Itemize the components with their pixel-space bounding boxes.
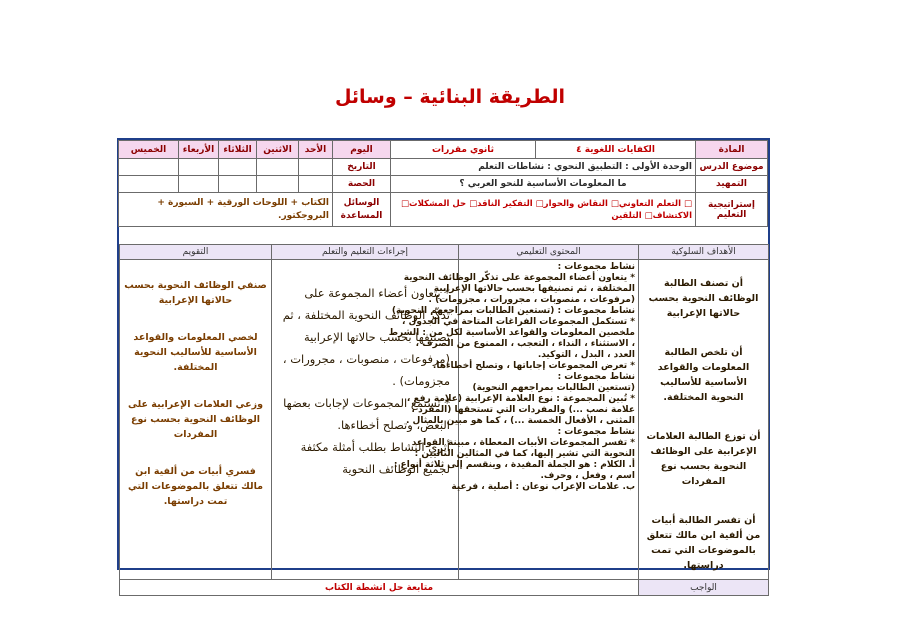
content-line: ملخصين المعلومات والقواعد الأساسية لكل من : الشرط [388,328,635,338]
grade-value: ثانوي مقررات [391,141,536,159]
homework-label: الواجب [639,580,769,596]
content-line: المختلفة ، ثم تصنيفها بحسب حالاتها الإعرابية [433,284,635,294]
content-header: المحتوى التعليمي [459,245,639,260]
aids-label: الوسائل المساعدة [333,193,391,227]
intro-value: ما المعلومات الأساسية للنحو العربي ؟ [391,176,696,193]
date-cell-2 [257,159,299,176]
day-label: اليوم [333,141,391,159]
content-line: * تعرض المجموعات إجاباتها ، وتصلح أخطاءها. [432,361,635,371]
evaluation-item: فسري أبيات من ألفية ابن مالك تتعلق بالموضوعات التي تمت دراستها. [127,466,264,507]
period-cell-2 [257,176,299,193]
intro-label: التمهيد [696,176,768,193]
lesson-plan-sheet [117,138,770,593]
procedures-header: إجراءات التعليم والتعلم [272,245,459,260]
content-line: أ. الكلام : هو الجملة المفيدة ، وينقسم إلى ثلاثة أنواع : [393,460,635,470]
aids-value: الكتاب + اللوحات الورقية + السبورة + البروجكتور. [119,193,333,227]
content-line: نشاط مجموعات : [557,427,635,437]
lesson-body-table [119,244,769,596]
content-line: نشاط مجموعات : [557,262,635,272]
goals-header: الأهداف السلوكية [639,245,769,260]
content-cell [388,260,639,580]
day-wednesday: الأربعاء [179,141,219,159]
evaluation-item: وزعي العلامات الإعرابية على الوظائف النحوية بحسب نوع المفردات [128,399,263,440]
period-cell-3 [219,176,257,193]
content-line: * يتعاون أعضاء المجموعة على تذكّر الوظائف النحوية [403,273,635,283]
goals-cell [639,260,769,580]
date-cell-5 [119,159,179,176]
period-cell-4 [179,176,219,193]
goal-item: أن تفسر الطالبة أبيات من ألفية ابن مالك تتعلق بالموضوعات التي تمت دراستها. [646,515,761,571]
lesson-topic-label: موضوع الدرس [696,159,768,176]
goal-item: أن تصنف الطالبة الوظائف النحوية بحسب حالاتها الإعرابية [648,278,759,319]
period-cell-1 [299,176,333,193]
procedures-cell [272,260,459,580]
date-cell-3 [219,159,257,176]
content-line: اسم ، وفعل ، وحرف. [540,471,635,481]
day-thursday: الخميس [119,141,179,159]
period-label: الحصة [333,176,391,193]
content-line: العدد ، البدل ، التوكيد. [537,350,635,360]
content-line: المثنى ، الأفعال الخمسة ...) ، كما هو مبين بالمثال . [405,416,635,426]
content-line: علامة نصب ...) والمفردات التي تستحقها (المفرد ، [411,405,635,415]
content-line: نشاط مجموعات : (تستعين الطالبات بمراجعهم النحوية) [391,306,635,316]
content-line: ب. علامات الإعراب نوعان : أصلية ، فرعية [451,482,635,492]
homework-value: متابعة حل انشطة الكتاب [120,580,639,596]
day-sunday: الأحد [299,141,333,159]
date-label: التاريخ [333,159,391,176]
subject-value: الكفايات اللغوية ٤ [536,141,696,159]
lesson-header-table [118,140,768,227]
content-line: نشاط مجموعات : [557,372,635,382]
content-line: (تستعين الطالبات بمراجعهم النحوية) [472,383,635,393]
procedure-item: * يتعاون أعضاء المجموعة على تذكّر الوظائف النحوية المختلفة ، ثم تصنيفها بحسب حالاتها الإعرابية (مرفوعات ، منصوبات ، مجرورات ، مجزومات) . [282,286,450,388]
subject-label: المادة [696,141,768,159]
goal-item: أن تلخص الطالبة المعلومات والقواعد الأساسية للأساليب النحوية المختلفة. [657,347,750,403]
evaluation-item: صنفي الوظائف النحوية بحسب حالاتها الإعرابية [124,280,267,306]
date-cell-4 [179,159,219,176]
content-line: * تستكمل المجموعات الفراغات المتاحة في الجدول ، [401,317,635,327]
day-monday: الاثنين [257,141,299,159]
content-line: * تفسر المجموعات الأبيات المعطاة ، مبينة القواعد [411,438,635,448]
content-line: * تُبين المجموعة : نوع العلامة الإعرابية (علامة رفع ، [406,394,635,404]
strategy-label: إستراتيجية التعليم [696,193,768,227]
evaluation-header: التقويم [120,245,272,260]
date-cell-1 [299,159,333,176]
procedure-item: أثري النشاط بطلب أمثلة مكثفة لجميع الوظائف النحوية [300,440,450,476]
goal-item: أن توزع الطالبة العلامات الإعرابية على الوظائف النحوية بحسب نوع المفردات [646,431,761,487]
content-line: ، الاستثناء ، النداء ، التعجب ، الممنوع من الصرف ، [415,339,635,349]
day-tuesday: الثلاثاء [219,141,257,159]
period-cell-5 [119,176,179,193]
evaluation-cell [120,260,272,580]
content-line: (مرفوعات ، منصوبات ، مجرورات ، مجزومات) . [428,295,635,305]
procedure-item: * تستمع المجموعات لإجابات بعضها البعض، وتصلح أخطاءها. [283,396,450,432]
page-title: الطريقة البنائية – وسائل [334,86,566,108]
strategy-value: □ التعلم التعاوني□ النقاش والحوار□ التفكير الناقد□ حل المشكلات□ الاكتشاف□ التلقين [391,193,696,227]
evaluation-item: لخصي المعلومات والقواعد الأساسية للأساليب النحوية المختلفة. [133,332,258,373]
content-line: النحوية التي تشير إليها، كما في المثالين التاليين : [414,449,635,459]
lesson-topic-value: الوحدة الأولى : التطبيق النحوي : نشاطات التعلم [391,159,696,176]
